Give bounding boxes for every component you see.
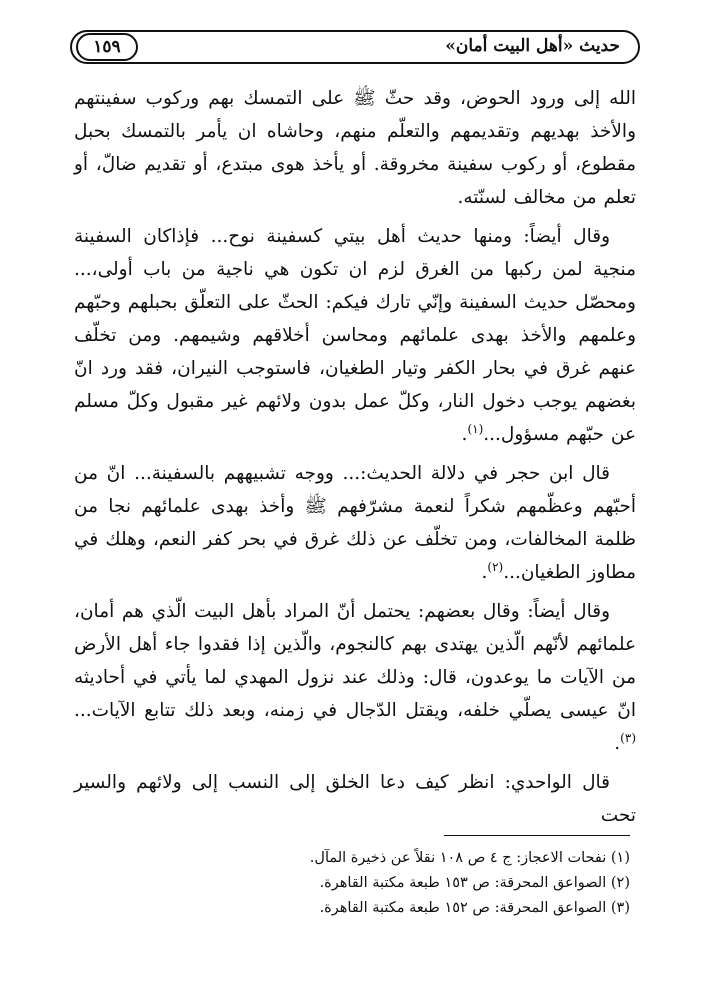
paragraph-2 <box>74 220 636 451</box>
paragraph-text: وقال أيضاً: وقال بعضهم: يحتمل أنّ المراد بأهل البيت الّذي هم أمان، علمائهم لأنّهم الّذين يهتدى بهم كالنجوم، والّذين إذا فقدوا جاء أهل الأرض من الآيات ما يوعدون، قال: وذلك عند نزول المهدي لما يأتي في أحاديثه انّ عيسى يصلّي خلفه، ويقتل الدّجال في زمنه، وبعد ذلك تتابع الآيات... <box>74 601 636 721</box>
footnote-2: (٢) الصواعق المحرقة: ص ١٥٣ طبعة مكتبة القاهرة. <box>319 875 630 891</box>
paragraph-text: قال ابن حجر في دلالة الحديث:... ووجه تشبيههم بالسفينة... انّ من أحبّهم وعظّمهم شكراً لنعمة مشرّفهم ﷺ وأخذ بهدى علمائهم نجا من ظلمة المخالفات، ومن تخلّف عن ذلك غرق في بحر كفر النعم، وهلك في مطاوز الطغيان... <box>74 463 636 583</box>
paragraph-text: الله إلى ورود الحوض، وقد حثّ ﷺ على التمسك بهم وركوب سفينتهم والأخذ بهديهم وتقديمهم والتعلّم منهم، وحاشاه ان يأمر بالتمسك بحبل مقطوع، أو ركوب سفينة مخروقة. أو يأخذ هوى مبتدع، أو تقديم ضالّ، أو تعلم من مخالف لسنّته. <box>74 88 636 208</box>
footnote-separator <box>444 835 630 836</box>
header-title: حديث «أهل البيت أمان» <box>445 36 620 56</box>
paragraph-3 <box>74 457 636 589</box>
paragraph-text: قال الواحدي: انظر كيف دعا الخلق إلى النسب إلى ولائهم والسير تحت <box>74 772 636 826</box>
footnote-3: (٣) الصواعق المحرقة: ص ١٥٢ طبعة مكتبة القاهرة. <box>319 900 630 916</box>
page-number: ١٥٩ <box>76 33 138 61</box>
footnote-ref-2: (٢) <box>487 559 504 574</box>
footnote-ref-3: (٣) <box>620 730 636 745</box>
paragraph-text: وقال أيضاً: ومنها حديث أهل بيتي كسفينة نوح... فإذاكان السفينة منجية لمن ركبها من الغرق لزم ان تكون هي ناجية من باب أولى،... ومحصّل حديث السفينة وإنّي تارك فيكم: الحثّ على التعلّق بحبلهم وحبّهم وعلمهم والأخذ بهدى علمائهم ومحاسن أخلاقهم وشيمهم. ومن تخلّف عنهم غرق في بحار الكفر وتيار الطغيان، فاستوجب النيران، فقد ورد انّ بغضهم يوجب دخول النار، وكلّ عمل بدون ولائهم غير مقبول وكلّ مسلم عن حبّهم مسؤول... <box>74 226 636 445</box>
paragraph-end: . <box>461 424 468 445</box>
paragraph-1 <box>74 82 636 214</box>
footnotes <box>190 846 630 921</box>
paragraph-end: . <box>481 562 488 583</box>
footnote-ref-1: (١) <box>467 421 484 436</box>
paragraph-5 <box>74 766 636 832</box>
body-text <box>74 82 636 838</box>
footnote-1: (١) نفحات الاعجاز: ج ٤ ص ١٠٨ نقلاً عن ذخيرة المآل. <box>309 850 630 866</box>
paragraph-end: . <box>614 733 621 754</box>
running-header <box>70 30 640 64</box>
paragraph-4 <box>74 595 636 760</box>
